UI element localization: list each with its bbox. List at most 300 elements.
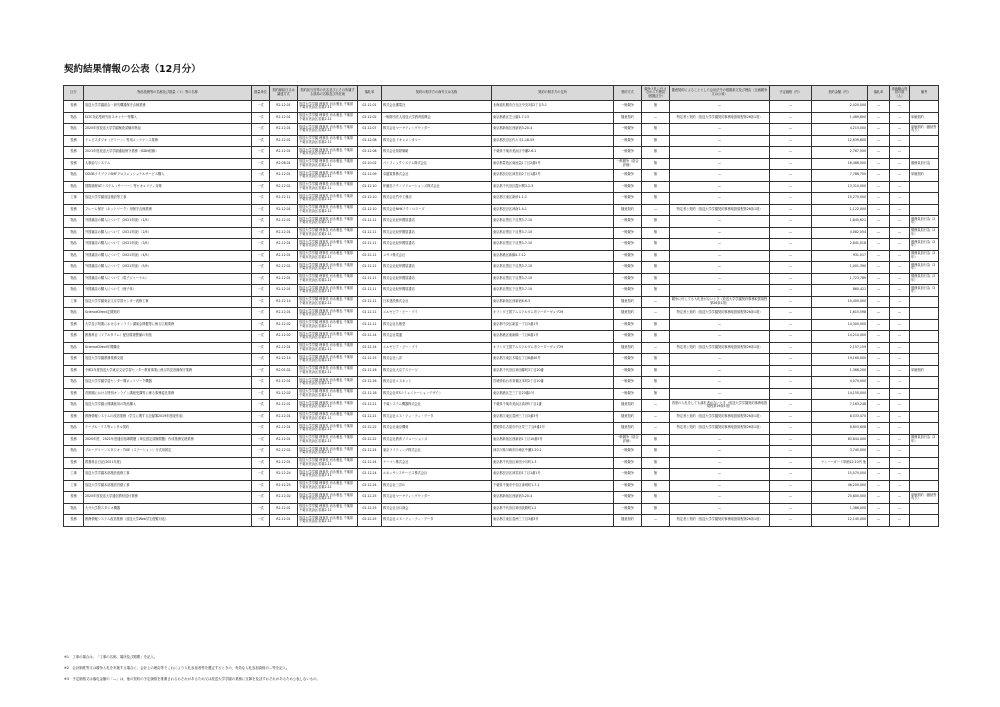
- table-cell: 860,421: [812, 285, 868, 297]
- table-cell: 無: [642, 124, 670, 136]
- table-cell: —: [670, 457, 770, 469]
- table-cell: 東京都港区新橋4-7-12: [492, 250, 614, 262]
- table-cell: 役務: [64, 492, 84, 504]
- table-cell: 無: [642, 434, 670, 446]
- table-cell: 物品: [64, 503, 84, 515]
- table-cell: —: [770, 480, 812, 492]
- table-cell: 無: [642, 480, 670, 492]
- table-cell: 一般競争: [614, 457, 642, 469]
- table-cell: 無: [642, 262, 670, 274]
- table-cell: 一式: [252, 239, 270, 251]
- table-cell: [910, 503, 939, 515]
- table-cell: 放送大学学園 理事長 岩永雅也 千葉県千葉市美浜区若葉2-11: [298, 250, 358, 262]
- table-cell: 外国雑誌の購入について（2021年版）（3/5）: [84, 239, 252, 251]
- table-cell: 13,310,000: [812, 181, 868, 193]
- table-header-row: [64, 86, 939, 101]
- table-cell: 外国雑誌の購入について（冊子体）: [84, 285, 252, 297]
- table-cell: 放送大学学園 理事長 岩永雅也 千葉県千葉市美浜区若葉2-11: [298, 308, 358, 320]
- table-cell: 一式: [252, 204, 270, 216]
- column-header: 契約締結日又は調達方式: [270, 86, 298, 101]
- table-cell: 一般競争: [614, 250, 642, 262]
- table-row: [64, 101, 939, 113]
- table-cell: 無: [642, 239, 670, 251]
- column-header: 随意契約によることとした会計法令の根拠条文及び理由（企画競争又は公募）: [670, 86, 770, 101]
- table-cell: 東京都目黒区下目黒3-7-10: [492, 262, 614, 274]
- table-cell: —: [868, 135, 890, 147]
- table-cell: —: [868, 170, 890, 182]
- table-cell: 物品: [64, 342, 84, 354]
- table-cell: 放送大学学園 理事長 岩永雅也 千葉県千葉市美浜区若葉2-11: [298, 319, 358, 331]
- table-cell: —: [642, 112, 670, 124]
- table-cell: 放送大学学園 理事長 岩永雅也 千葉県千葉市美浜区若葉2-11: [298, 193, 358, 205]
- table-cell: R2.12.01: [270, 216, 298, 228]
- table-cell: —: [770, 446, 812, 458]
- table-cell: 放送大学学園 理事長 岩永雅也 千葉県千葉市美浜区若葉2-11: [298, 170, 358, 182]
- table-cell: 役務: [64, 331, 84, 343]
- table-cell: —: [890, 135, 910, 147]
- table-cell: —: [868, 492, 890, 504]
- table-cell: 02.12.24: [358, 469, 382, 481]
- table-cell: 一般競争: [614, 354, 642, 366]
- table-cell: 株式会社弘報堂: [382, 319, 492, 331]
- column-header: 数量単位: [252, 86, 270, 101]
- table-cell: 放送大学学園 理事長 岩永雅也 千葉県千葉市美浜区若葉2-11: [298, 365, 358, 377]
- table-cell: 株式会社大京アステージ: [382, 365, 492, 377]
- table-cell: —: [868, 101, 890, 113]
- table-cell: 東京都渋谷区神南1-4-1: [492, 204, 614, 216]
- table-cell: 02.12.25: [358, 492, 382, 504]
- table-cell: R2.12.01: [270, 112, 298, 124]
- table-cell: 2,841,018: [812, 239, 868, 251]
- table-row: [64, 285, 939, 297]
- table-row: [64, 388, 939, 400]
- table-cell: 46,200,000: [812, 480, 868, 492]
- table-cell: 伊藤忠テクノソリューションズ株式会社: [382, 181, 492, 193]
- table-cell: 14,300,000: [812, 319, 868, 331]
- table-cell: 株式会社マーケティングセンター: [382, 124, 492, 136]
- table-cell: エルゼビア・ビー・ブイ: [382, 308, 492, 320]
- table-cell: —: [890, 331, 910, 343]
- table-row: [64, 492, 939, 504]
- table-cell: 一式: [252, 147, 270, 159]
- table-cell: 役務: [64, 411, 84, 423]
- table-cell: R2.12.01: [270, 204, 298, 216]
- table-cell: R2.12.01: [270, 262, 298, 274]
- table-cell: 役務: [64, 147, 84, 159]
- footnote: ※1 工事の場合は、「工事の名称、場所及び期間」を記入。: [64, 655, 158, 659]
- table-cell: 役務: [64, 204, 84, 216]
- table-cell: 1,366,200: [812, 365, 868, 377]
- column-header: 落札率: [868, 86, 890, 101]
- table-cell: —: [868, 112, 890, 124]
- table-cell: —: [670, 250, 770, 262]
- table-cell: —: [868, 377, 890, 389]
- table-cell: 放送大学学園 理事長 岩永雅也 千葉県千葉市美浜区若葉2-11: [298, 331, 358, 343]
- table-cell: 02.12.11: [358, 285, 382, 297]
- table-cell: —: [670, 331, 770, 343]
- table-cell: 放送大学学園 理事長 岩永雅也 千葉県千葉市美浜区若葉2-11: [298, 515, 358, 527]
- table-cell: —: [868, 434, 890, 446]
- table-cell: 2020年度放送大学学園検査試験用物品: [84, 124, 252, 136]
- table-cell: 物品: [64, 170, 84, 182]
- table-cell: パシフィックシステム株式会社: [382, 158, 492, 170]
- table-cell: —: [670, 239, 770, 251]
- table-cell: —: [670, 193, 770, 205]
- table-cell: 02.12.10: [358, 193, 382, 205]
- table-cell: 株式会社谷口商会: [382, 503, 492, 515]
- table-cell: 物品: [64, 400, 84, 412]
- table-cell: 株式会社エヌ・ティ・ティ・データ: [382, 411, 492, 423]
- table-cell: —: [770, 319, 812, 331]
- table-cell: —: [868, 308, 890, 320]
- table-row: [64, 331, 939, 343]
- table-cell: —: [890, 365, 910, 377]
- table-row: [64, 400, 939, 412]
- table-cell: 一式: [252, 170, 270, 182]
- table-cell: 千葉県千葉市中央区神明町1-7-1: [492, 480, 614, 492]
- table-cell: オランダ王国アムステルダム市ラーダーヴェグ29: [492, 308, 614, 320]
- table-cell: 16,486,000: [812, 158, 868, 170]
- table-cell: エルゼビア・ビー・ブイ: [382, 342, 492, 354]
- table-cell: —: [670, 227, 770, 239]
- table-cell: 無: [642, 285, 670, 297]
- table-cell: 物品: [64, 285, 84, 297]
- table-row: [64, 377, 939, 389]
- table-cell: —: [890, 101, 910, 113]
- table-cell: —: [770, 423, 812, 435]
- table-cell: 東京都目黒区下目黒3-7-10: [492, 239, 614, 251]
- table-cell: 15,070,000: [812, 469, 868, 481]
- table-cell: 放送大学学園 理事長 岩永雅也 千葉県千葉市美浜区若葉2-11: [298, 285, 358, 297]
- table-cell: 02.12.25: [358, 503, 382, 515]
- table-cell: R2.12.01: [270, 515, 298, 527]
- page-title: 契約結果情報の公表（12月分）: [64, 64, 201, 75]
- table-cell: —: [642, 342, 670, 354]
- table-cell: 競争に付しても入札者がないとき（放送大学学園契約事務取扱規程第26条1項）: [670, 296, 770, 308]
- table-cell: 役務: [64, 158, 84, 170]
- table-cell: 一式: [252, 250, 270, 262]
- table-cell: 株式会社エヌネット: [382, 377, 492, 389]
- table-cell: R2.12.01: [270, 285, 298, 297]
- table-cell: —: [890, 216, 910, 228]
- table-cell: —: [890, 239, 910, 251]
- table-cell: 随意契約: [614, 204, 642, 216]
- table-cell: —: [868, 515, 890, 527]
- table-cell: 一式: [252, 193, 270, 205]
- table-row: [64, 515, 939, 527]
- table-cell: R2.12.14: [270, 296, 298, 308]
- table-cell: 物品: [64, 112, 84, 124]
- table-cell: ScienceDirect年間購読: [84, 342, 252, 354]
- table-cell: 外国雑誌の購入について（2021年版）（2/5）: [84, 227, 252, 239]
- table-cell: 株式会社電通: [382, 331, 492, 343]
- table-cell: —: [670, 434, 770, 446]
- table-cell: 放送大学学園 理事長 岩永雅也 千葉県千葉市美浜区若葉2-11: [298, 158, 358, 170]
- table-cell: 02.12.11: [358, 250, 382, 262]
- table-cell: —: [770, 204, 812, 216]
- table-cell: 再度の入札をしても落札者がないとき（放送大学学園契約事務取扱規程第26条1項）: [670, 400, 770, 412]
- table-cell: —: [770, 124, 812, 136]
- table-cell: 株式会社紀伊國屋書店: [382, 262, 492, 274]
- table-cell: 千葉県千葉市美浜区真砂5丁目1番: [492, 400, 614, 412]
- table-cell: [910, 354, 939, 366]
- table-cell: —: [890, 124, 910, 136]
- table-cell: —: [868, 319, 890, 331]
- table-cell: 株式会社教育ソリューションズ: [382, 434, 492, 446]
- table-cell: —: [670, 492, 770, 504]
- table-cell: 愛知県名古屋市中区栄三丁目6番1号: [492, 423, 614, 435]
- column-header: 契約方式: [614, 86, 642, 101]
- table-cell: —: [890, 170, 910, 182]
- table-cell: 一式: [252, 388, 270, 400]
- table-cell: —: [670, 285, 770, 297]
- table-cell: 放送大学学園 理事長 岩永雅也 千葉県千葉市美浜区若葉2-11: [298, 296, 358, 308]
- table-cell: 放送大学学園 理事長 岩永雅也 千葉県千葉市美浜区若葉2-11: [298, 112, 358, 124]
- table-cell: —: [890, 388, 910, 400]
- table-cell: [910, 388, 939, 400]
- table-cell: ナーマン株式会社: [382, 457, 492, 469]
- table-cell: 一般競争（総合評価）: [614, 434, 642, 446]
- table-cell: —: [770, 515, 812, 527]
- table-cell: 15,275,000: [812, 193, 868, 205]
- table-cell: 放送大学学園本部施設営繕工事: [84, 480, 252, 492]
- table-cell: 14,210,000: [812, 331, 868, 343]
- table-cell: 一般競争: [614, 135, 642, 147]
- table-cell: R2.12.01: [270, 446, 298, 458]
- table-cell: 14,155,000: [812, 388, 868, 400]
- table-cell: 特定者と契約（放送大学学園契約事務取扱規程第26条1項）: [670, 112, 770, 124]
- table-cell: [910, 331, 939, 343]
- table-cell: 02.12.11: [358, 216, 382, 228]
- table-cell: —: [868, 181, 890, 193]
- table-cell: 無: [642, 216, 670, 228]
- table-cell: 東京都江東区新砂1-1-1: [492, 193, 614, 205]
- table-cell: —: [770, 296, 812, 308]
- table-cell: 株式会社ドキュメンタリー: [382, 135, 492, 147]
- table-cell: 02.12.18: [358, 388, 382, 400]
- table-cell: 02.12.24: [358, 446, 382, 458]
- table-cell: 1,845,621: [812, 216, 868, 228]
- column-header: 予定価格（円）: [770, 86, 812, 101]
- table-cell: [910, 101, 939, 113]
- table-cell: 一般競争: [614, 388, 642, 400]
- table-cell: 3,740,000: [812, 446, 868, 458]
- table-cell: —: [868, 227, 890, 239]
- table-cell: —: [868, 331, 890, 343]
- table-cell: 株式会社エヌ・ティ・ティ・データ: [382, 515, 492, 527]
- table-row: [64, 434, 939, 446]
- table-cell: R2.12.01: [270, 250, 298, 262]
- table-cell: —: [670, 319, 770, 331]
- table-cell: 02.12.16: [358, 365, 382, 377]
- table-cell: 物品: [64, 262, 84, 274]
- table-cell: [910, 319, 939, 331]
- table-cell: 無: [642, 331, 670, 343]
- table-cell: —: [670, 503, 770, 515]
- table-cell: 東京都新宿区西新宿1丁目10番5号: [492, 434, 614, 446]
- table-row: [64, 135, 939, 147]
- table-cell: 役務: [64, 388, 84, 400]
- table-cell: [910, 204, 939, 216]
- table-cell: —: [868, 480, 890, 492]
- table-cell: 一般競争: [614, 147, 642, 159]
- table-cell: —: [770, 457, 812, 469]
- column-header: 物品役務等の名称及び数量（１）等の名称: [84, 86, 252, 101]
- table-cell: —: [890, 400, 910, 412]
- table-cell: 一般競争（総合評価）: [614, 158, 642, 170]
- table-cell: R2.12.25: [270, 480, 298, 492]
- table-cell: 大分大学院スタジオ機器: [84, 503, 252, 515]
- table-cell: —: [890, 377, 910, 389]
- table-cell: ScienceDirect定期契約: [84, 308, 252, 320]
- table-cell: —: [670, 365, 770, 377]
- table-cell: 東京都目黒区下目黒3-7-10: [492, 285, 614, 297]
- table-cell: 一般競争: [614, 170, 642, 182]
- table-cell: —: [868, 503, 890, 515]
- table-cell: [910, 457, 939, 469]
- table-cell: 日本建設株式会社: [382, 296, 492, 308]
- table-cell: 千葉システム機器株式会社: [382, 400, 492, 412]
- table-cell: 物品: [64, 227, 84, 239]
- table-cell: —: [770, 147, 812, 159]
- table-cell: 一式: [252, 124, 270, 136]
- table-cell: 東京都豊島区南池袋1丁目2番5号: [492, 158, 614, 170]
- column-header: 契約の相手方の住所: [492, 86, 614, 101]
- table-cell: 随意契約: [614, 342, 642, 354]
- table-cell: 役務: [64, 354, 84, 366]
- table-cell: —: [868, 250, 890, 262]
- table-cell: 1,615,598: [812, 308, 868, 320]
- column-header: 競争入札に付さなかった理由（根拠区分）: [642, 86, 670, 101]
- table-cell: 8,603,608: [812, 423, 868, 435]
- table-cell: —: [770, 193, 812, 205]
- table-row: [64, 469, 939, 481]
- table-cell: 債務負担行為（2年）: [910, 273, 939, 285]
- table-cell: —: [868, 204, 890, 216]
- table-cell: 単価契約（継続等有り）: [910, 124, 939, 136]
- column-header: 契約金額（円）: [812, 86, 868, 101]
- table-cell: 放送大学学園 理事長 岩永雅也 千葉県千葉市美浜区若葉2-11: [298, 147, 358, 159]
- table-cell: —: [770, 388, 812, 400]
- table-row: [64, 354, 939, 366]
- table-cell: —: [670, 273, 770, 285]
- table-cell: 1,489,800: [812, 112, 868, 124]
- table-cell: 4,070,000: [812, 377, 868, 389]
- table-cell: 02.12.14: [358, 342, 382, 354]
- table-cell: 東京都中央区新富一丁目3番1号: [492, 319, 614, 331]
- table-cell: —: [670, 446, 770, 458]
- table-cell: —: [890, 273, 910, 285]
- table-cell: 一式: [252, 377, 270, 389]
- table-cell: 株式会社ITSコミュニケーションデザイン: [382, 388, 492, 400]
- column-header: 契約担当官等の氏名並びにその所属する部局の名称及び所在地: [298, 86, 358, 101]
- table-cell: R2.12.11: [270, 193, 298, 205]
- table-cell: 神奈川県川崎市川崎区中瀬3-20-1: [492, 446, 614, 458]
- table-cell: —: [868, 354, 890, 366]
- table-cell: 放送大学学園学習センター間ネットワーク機器: [84, 377, 252, 389]
- table-cell: 放送大学学園公開講座用の物品購入: [84, 400, 252, 412]
- table-cell: 931,017: [812, 250, 868, 262]
- table-row: [64, 308, 939, 320]
- table-cell: 単価契約: [910, 112, 939, 124]
- table-cell: 一式: [252, 273, 270, 285]
- table-cell: 放送大学学園 理事長 岩永雅也 千葉県千葉市美浜区若葉2-11: [298, 480, 358, 492]
- table-cell: 一般競争: [614, 492, 642, 504]
- table-cell: —: [868, 147, 890, 159]
- table-row: [64, 262, 939, 274]
- table-cell: —: [770, 181, 812, 193]
- column-header: 契約の相手方の商号又は名称: [382, 86, 492, 101]
- table-cell: 一般競争: [614, 446, 642, 458]
- table-cell: 2,157,159: [812, 342, 868, 354]
- table-cell: R2.12.01: [270, 423, 298, 435]
- table-cell: 株式会社廣電社: [382, 101, 492, 113]
- table-cell: —: [890, 262, 910, 274]
- table-cell: R2.12.01: [270, 434, 298, 446]
- table-cell: 工事: [64, 480, 84, 492]
- table-cell: 随意契約: [614, 308, 642, 320]
- table-cell: —: [890, 492, 910, 504]
- table-cell: テレビスタジオ（グリーン）等用メンテナンス業務: [84, 135, 252, 147]
- table-cell: [910, 469, 939, 481]
- table-cell: 株式会社紀伊國屋書店: [382, 239, 492, 251]
- table-cell: 一般競争: [614, 239, 642, 251]
- table-cell: —: [670, 170, 770, 182]
- table-cell: —: [670, 354, 770, 366]
- table-cell: —: [868, 457, 890, 469]
- table-cell: —: [868, 296, 890, 308]
- table-cell: 東京都渋谷区神宮前1丁目1番1号: [492, 469, 614, 481]
- table-cell: 令和2年度放送大学東京文京学習センター教育事業に係る防災設備保守業務: [84, 365, 252, 377]
- table-cell: 物品: [64, 377, 84, 389]
- table-cell: 無: [642, 388, 670, 400]
- table-cell: 放送大学学園 理事長 岩永雅也 千葉県千葉市美浜区若葉2-11: [298, 457, 358, 469]
- table-cell: 一式: [252, 296, 270, 308]
- table-cell: 02.12.09: [358, 170, 382, 182]
- table-cell: —: [890, 296, 910, 308]
- table-cell: 無: [642, 181, 670, 193]
- table-cell: —: [770, 239, 812, 251]
- table-cell: 株式会社知財戦略: [382, 147, 492, 159]
- table-cell: —: [868, 342, 890, 354]
- table-cell: —: [890, 227, 910, 239]
- table-cell: 4,215,000: [812, 124, 868, 136]
- table-cell: 無: [642, 319, 670, 331]
- table-cell: 特定者と契約（放送大学学園契約事務取扱規程第26条1項）: [670, 308, 770, 320]
- table-cell: —: [868, 262, 890, 274]
- table-row: [64, 319, 939, 331]
- table-cell: 放送大学学園 理事長 岩永雅也 千葉県千葉市美浜区若葉2-11: [298, 101, 358, 113]
- table-cell: オランダ王国アムステルダム市ラーダーヴェグ29: [492, 342, 614, 354]
- table-cell: —: [770, 227, 812, 239]
- table-cell: —: [770, 342, 812, 354]
- table-row: [64, 423, 939, 435]
- table-cell: 東京都江東区豊洲三丁目3番3号: [492, 515, 614, 527]
- table-cell: 債務負担行為（2年）: [910, 285, 939, 297]
- table-cell: R2.12.01: [270, 239, 298, 251]
- table-cell: 一般競争: [614, 262, 642, 274]
- table-cell: 無: [642, 193, 670, 205]
- table-row: [64, 250, 939, 262]
- table-row: [64, 446, 939, 458]
- table-cell: 随意契約: [614, 423, 642, 435]
- table-cell: —: [770, 377, 812, 389]
- table-cell: [910, 181, 939, 193]
- table-cell: R2.12.01: [270, 308, 298, 320]
- contract-table: [63, 85, 939, 527]
- table-cell: 株式会社竹中工務店: [382, 193, 492, 205]
- table-cell: 特定者と契約（放送大学学園契約事務取扱規程第26条1項）: [670, 411, 770, 423]
